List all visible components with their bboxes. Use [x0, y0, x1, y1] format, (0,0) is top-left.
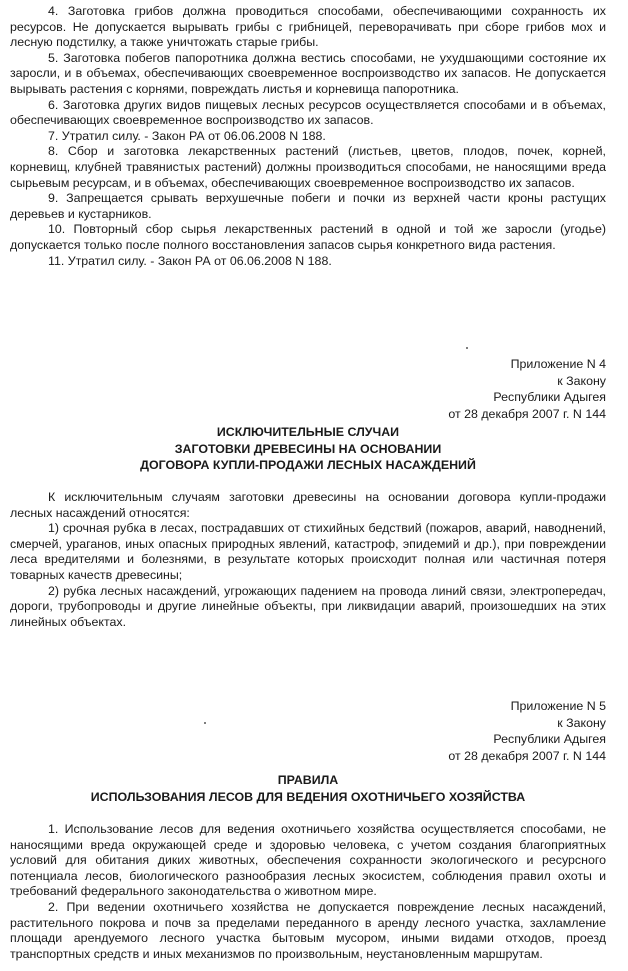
appendix-date: от 28 декабря 2007 г. N 144: [448, 748, 606, 763]
item-6: 6. Заготовка других видов пищевых лесных ресурсов осуществляется способами и в объемах, обеспечивающих своевременное воспроизводство их запасов.: [10, 97, 606, 128]
appendix-5-header: [448, 698, 606, 764]
rule-1: 1. Использование лесов для ведения охотничьего хозяйства осуществляется способами, не наносящими вреда окружающей среде и здоровью человека, с учетом создания благоприятных условий для обитания диких животных, обеспечения сохранности экологического и ресурсного потенциала лесов, биологического разнообразия лесных экосистем, соблюдения правил охоты и требований федерального законодательства о животном мире.: [10, 822, 606, 899]
appendix-date: от 28 декабря 2007 г. N 144: [448, 406, 606, 421]
appendix-republic: Республики Адыгея: [493, 390, 606, 404]
appendix-4-body: [10, 490, 606, 630]
case-2: 2) рубка лесных насаждений, угрожающих падением на провода линий связи, электропередач, дороги, трубопроводы и другие линейные объекты, при ликвидации аварий, произошедших на этих линейных объектах.: [10, 583, 606, 629]
item-4: 4. Заготовка грибов должна проводиться способами, обеспечивающими сохранность их ресурсов. Не допускается вырывать грибы с грибницей, переворачивать при сборе грибов мох и лесную подстилку, а также уничтожать старые грибы.: [10, 4, 606, 50]
title-line: ИСПОЛЬЗОВАНИЯ ЛЕСОВ ДЛЯ ВЕДЕНИЯ ОХОТНИЧЬЕГО ХОЗЯЙСТВА: [90, 789, 526, 804]
appendix-republic: Республики Адыгея: [493, 732, 606, 746]
appendix-law-ref: к Закону: [557, 373, 606, 388]
title-line: ДОГОВОРА КУПЛИ-ПРОДАЖИ ЛЕСНЫХ НАСАЖДЕНИЙ: [140, 458, 476, 472]
title-line: ИСКЛЮЧИТЕЛЬНЫЕ СЛУЧАИ: [216, 425, 400, 439]
item-8: 8. Сбор и заготовка лекарственных растений (листьев, цветов, плодов, почек, корней, корневищ, клубней травянистых растений) должны производиться способами, не наносящими вреда сырьевым ресурсам, и в объемах, обеспечивающих своевременное воспроизводство их запасов.: [10, 144, 606, 190]
section-1-items: [10, 4, 606, 269]
appendix-number: Приложение N 4: [510, 357, 606, 371]
appendix-4-title: [10, 424, 606, 474]
appendix-5-body: [10, 822, 606, 962]
appendix-law-ref: к Закону: [557, 715, 606, 730]
scan-speck: [204, 722, 206, 724]
rule-2: 2. При ведении охотничьего хозяйства не допускается повреждение лесных насаждений, растительного покрова и почв за пределами переданного в аренду лесного участка, захламление площади арендуемого лесного участка бытовым мусором, иными видами отходов, проезд транспортных средств и иных механизмов по произвольным, неустановленным маршрутам.: [10, 899, 606, 961]
scan-speck: [466, 347, 468, 349]
appendix-5-title: [10, 772, 606, 805]
title-line: ЗАГОТОВКИ ДРЕВЕСИНЫ НА ОСНОВАНИИ: [174, 441, 442, 456]
case-1: 1) срочная рубка в лесах, пострадавших от стихийных бедствий (пожаров, аварий, наводнений, смерчей, ураганов, иных опасных природных явлений, катастроф, эпидемий и др.), при повреждении леса вредителями и болезнями, в результате которых происходит полная или частичная потеря товарных качеств древесины;: [10, 521, 606, 582]
item-5: 5. Заготовка побегов папоротника должна вестись способами, не ухудшающими состояние их заросли, и в объемах, обеспечивающих своевременное воспроизводство их запасов. Не допускается вырывать растения с корнями, повреждать листья и корневища папоротника.: [10, 50, 606, 96]
intro-paragraph: К исключительным случаям заготовки древесины на основании договора купли-продажи лесных насаждений относятся:: [10, 490, 606, 520]
item-10: 10. Повторный сбор сырья лекарственных растений в одной и той же заросли (угодье) допускается только после полного восстановления запасов сырья конкретного вида растения.: [10, 222, 606, 252]
item-11: 11. Утратил силу. - Закон РА от 06.06.2008 N 188.: [48, 253, 332, 268]
item-7: 7. Утратил силу. - Закон РА от 06.06.2008 N 188.: [48, 128, 326, 143]
appendix-4-header: [448, 356, 606, 422]
appendix-number: Приложение N 5: [510, 699, 606, 713]
title-line: ПРАВИЛА: [277, 773, 339, 787]
item-9: 9. Запрещается срывать верхушечные побеги и почки из верхней части кроны растущих деревьев и кустарников.: [10, 191, 606, 221]
